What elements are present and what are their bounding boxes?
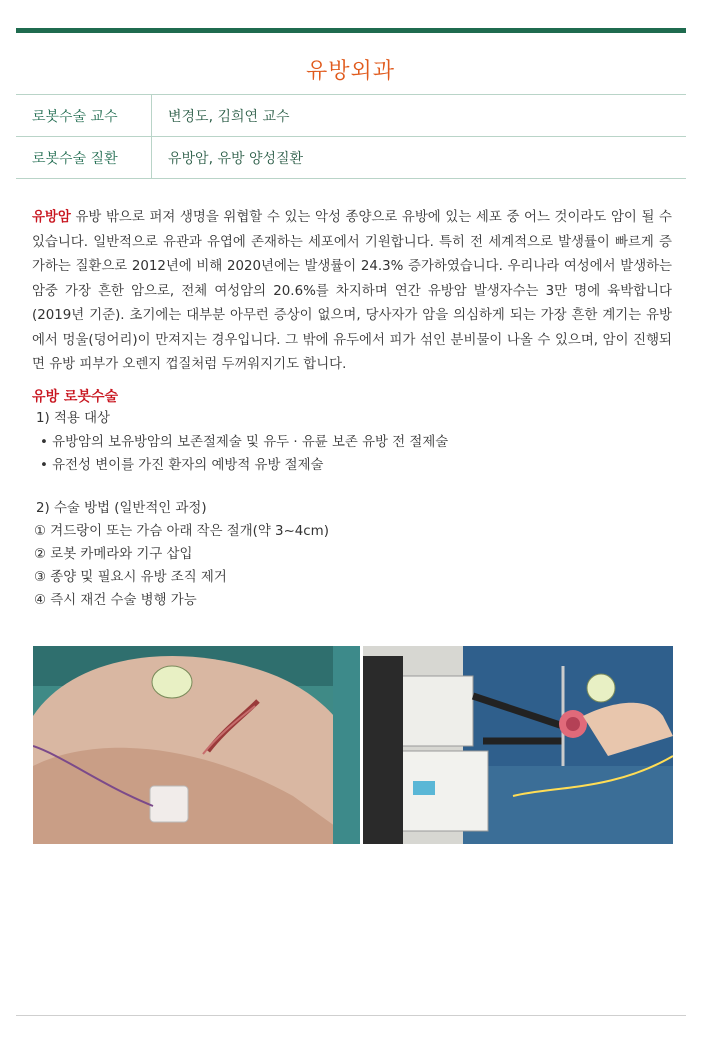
method-step: ① 겨드랑이 또는 가슴 아래 작은 절개(약 3~4cm) <box>34 524 329 539</box>
surgery-photos <box>33 646 673 844</box>
photo-robot <box>363 646 673 844</box>
intro-paragraph <box>32 206 672 378</box>
bottom-rule <box>16 1015 686 1016</box>
method-step: ④ 즉시 재건 수술 병행 가능 <box>34 593 197 608</box>
info-table <box>16 94 686 179</box>
info-row-professors <box>16 95 686 137</box>
method-step: ③ 종양 및 필요시 유방 조직 제거 <box>34 570 227 585</box>
photo-incision <box>33 646 360 844</box>
method-step: ② 로봇 카메라와 기구 삽입 <box>34 547 193 562</box>
page-title: 유방외과 <box>305 59 395 84</box>
indications-title: 1) 적용 대상 <box>36 411 110 426</box>
info-key: 로봇수술 교수 <box>16 95 152 137</box>
section-heading: 유방 로봇수술 <box>32 389 119 405</box>
intro-text: 유방 밖으로 퍼져 생명을 위협할 수 있는 악성 종양으로 유방에 있는 세포 중 어느 것이라도 암이 될 수 있습니다. 일반적으로 유관과 유엽에 존재하는 세포에서 기원합니다. 특히 전 세계적으로 발생률이 빠르게 증가하는 질환으로 2012년에 비해 2020년에는 발생률이 24.3% 증가하였습니다. 우리나라 여성에서 발생하는 암중 가장 흔한 암으로, 전체 여성암의 20.6%를 차지하며 연간 유방암 발생자수는 3만 명에 육박합니다(2019년 기준). 초기에는 대부분 아무런 증상이 없으며, 당사자가 암을 의심하게 되는 가장 흔한 계기는 유방에서 멍울(덩어리)이 만져지는 경우입니다. 그 밖에 유두에서 피가 섞인 분비물이 나올 수 있으며, 암이 진행되면 유방 피부가 오렌지 껍질처럼 두꺼워지기도 합니다. <box>32 210 672 372</box>
top-rule <box>16 28 686 33</box>
indication-item: • 유전성 변이를 가진 환자의 예방적 유방 절제술 <box>40 458 324 473</box>
intro-lead: 유방암 <box>32 210 71 225</box>
indication-item: • 유방암의 보유방암의 보존절제술 및 유두 · 유륜 보존 유방 전 절제술 <box>40 435 449 450</box>
method-title: 2) 수술 방법 (일반적인 과정) <box>36 501 207 516</box>
info-key: 로봇수술 질환 <box>16 137 152 179</box>
info-value: 유방암, 유방 양성질환 <box>168 150 304 167</box>
info-row-diseases <box>16 137 686 179</box>
info-value: 변경도, 김희연 교수 <box>168 108 290 125</box>
